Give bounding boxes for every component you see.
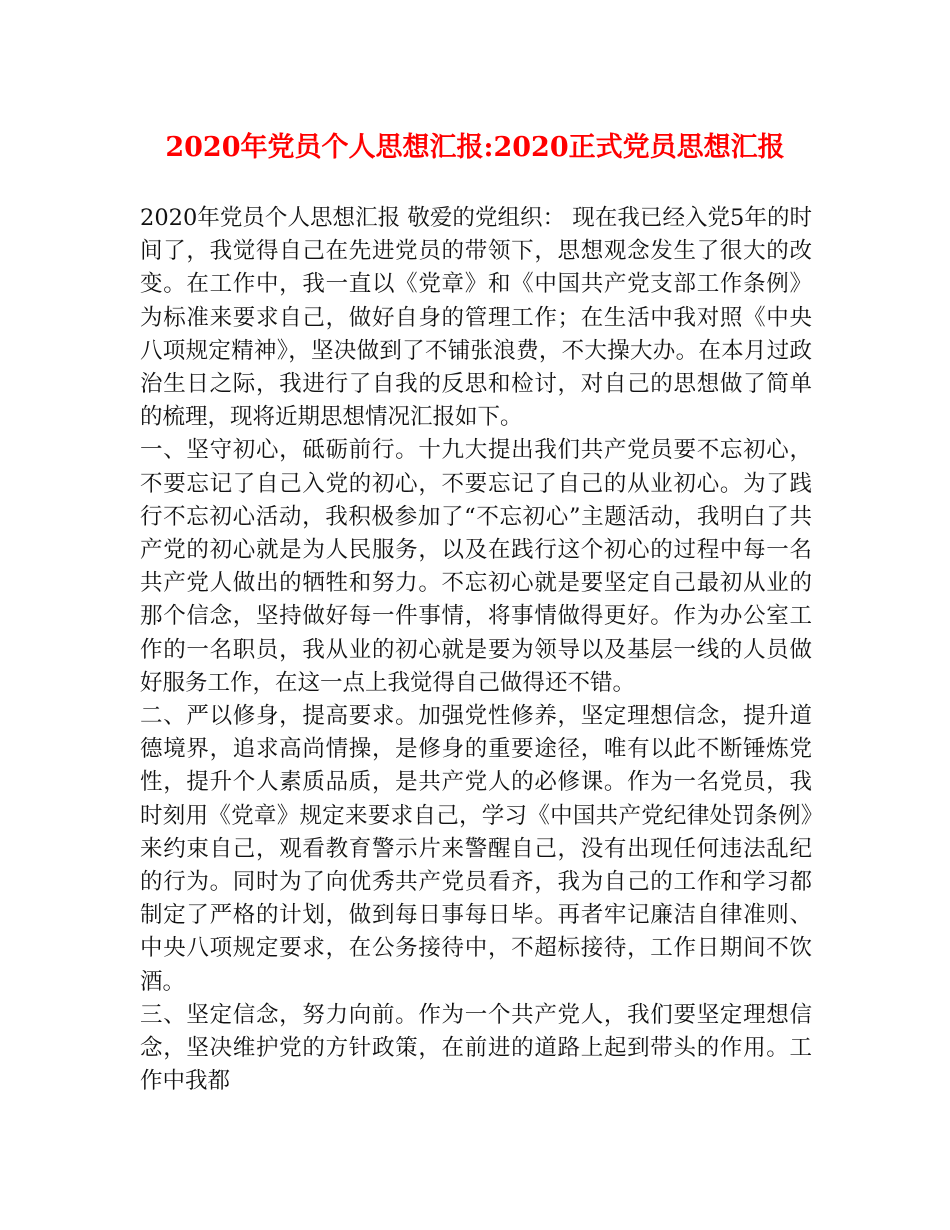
paragraph-section-one: 一、坚守初心，砥砺前行。十九大提出我们共产党员要不忘初心，不要忘记了自己入党的初心，不要忘记了自己的从业初心。为了践行不忘初心活动，我积极参加了“不忘初心”主题活动，我明白了共产党的初心就是为人民服务，以及在践行这个初心的过程中每一名共产党人做出的牺牲和努力。不忘初心就是要坚定自己最初从业的那个信念，坚持做好每一件事情，将事情做得更好。作为办公室工作的一名职员，我从业的初心就是要为领导以及基层一线的人员做好服务工作，在这一点上我觉得自己做得还不错。 <box>140 437 812 696</box>
paragraph-section-two: 二、严以修身，提高要求。加强党性修养，坚定理想信念，提升道德境界，追求高尚情操，是修身的重要途径，唯有以此不断锤炼党性，提升个人素质品质，是共产党人的必修课。作为一名党员，我时刻用《党章》规定来要求自己，学习《中国共产党纪律处罚条例》来约束自己，观看教育警示片来警醒自己，没有出现任何违法乱纪的行为。同时为了向优秀共产党员看齐，我为自己的工作和学习都制定了严格的计划，做到每日事每日毕。再者牢记廉洁自律准则、中央八项规定要求，在公务接待中，不超标接待，工作日期间不饮酒。 <box>140 703 812 995</box>
paragraph-section-three: 三、坚定信念，努力向前。作为一个共产党人，我们要坚定理想信念，坚决维护党的方针政策，在前进的道路上起到带头的作用。工作中我都 <box>140 1001 812 1095</box>
document-title: 2020年党员个人思想汇报:2020正式党员思想汇报 <box>165 132 785 163</box>
document-body <box>140 202 812 1098</box>
paragraph-intro: 2020年党员个人思想汇报 敬爱的党组织： 现在我已经入党5年的时间了，我觉得自己在先进党员的带领下，思想观念发生了很大的改变。在工作中，我一直以《党章》和《中国共产党支部工作条例》为标准来要求自己，做好自身的管理工作；在生活中我对照《中央八项规定精神》，坚决做到了不铺张浪费，不大操大办。在本月过政治生日之际，我进行了自我的反思和检讨，对自己的思想做了简单的梳理，现将近期思想情况汇报如下。 <box>140 205 812 431</box>
